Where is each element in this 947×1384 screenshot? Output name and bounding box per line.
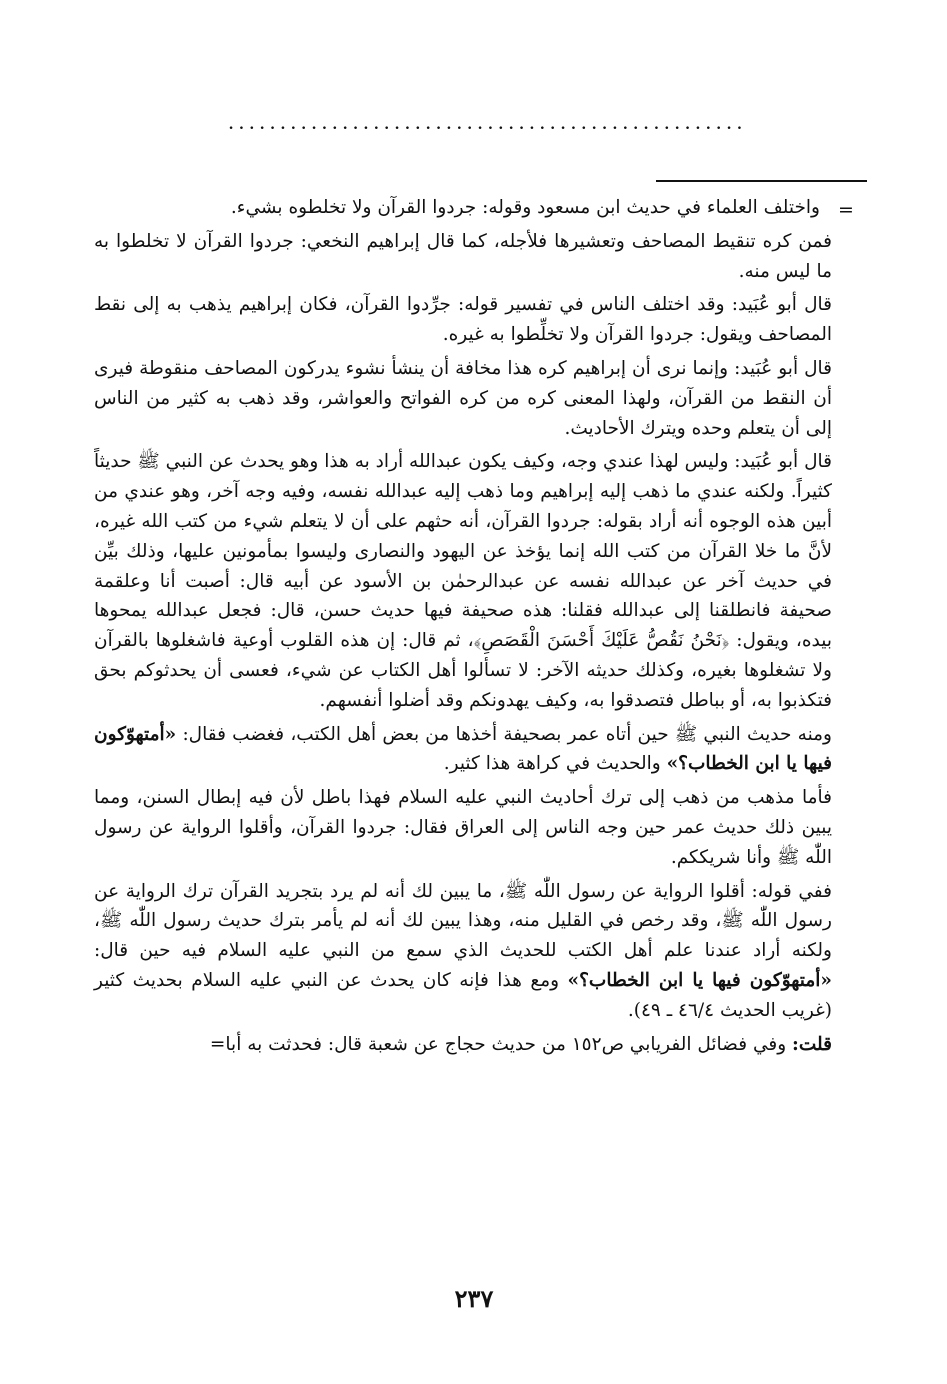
footnote-paragraph: قال أبو عُبَيد: وليس لهذا عندي وجه، وكيف يكون عبدالله أراد به هذا وهو يحدث عن النبي ﷺ حديثاً كثيراً. ولكنه عندي ما ذهب إليه إبراهيم وما ذهب إليه عبدالله نفسه، وفيه وجه آخر، وهو عندي من أبين هذه الوجوه أنه أراد بقوله: جردوا القرآن، أنه حثهم على أن لا يتعلم شيء من كتب الله غيره، لأنَّ ما خلا القرآن من كتب الله إنما يؤخذ عن اليهود والنصارى وليسوا بمأمونين عليها، وذلك بيِّن في حديث آخر عن عبدالله نفسه عن عبدالرحمٰن بن الأسود عن أبيه قال: أصبت أنا وعلقمة صحيفة فانطلقنا إلى عبدالله فقلنا: هذه صحيفة فيها حديث حسن، قال: فجعل عبدالله يمحوها بيده، ويقول: ﴿نَحْنُ نَقُصُّ عَلَيْكَ أَحْسَنَ الْقَصَصِ﴾، ثم قال: إن هذه القلوب أوعية فاشغلوها بالقرآن ولا تشغلوها بغيره، وكذلك حديثه الآخر: لا تسألوا أهل الكتاب عن شيء، فعسى أن يحدثوكم بحق فتكذبوا به، أو بباطل فتصدقوا به، وكيف يهدونكم وقد أضلوا أنفسهم. (94, 451, 832, 711)
continuation-mark: = (838, 199, 854, 221)
footnote-body (94, 193, 832, 1063)
footnote-paragraph: قال أبو عُبَيد: وإنما نرى أن إبراهيم كره هذا مخافة أن ينشأ نشوء يدركون المصاحف منقوطة فيرى أن النقط من القرآن، ولهذا المعنى كره من كره الفواتح والعواشر، وقد ذهب به كثير من الناس إلى أن يتعلم وحده ويترك الأحاديث. (94, 357, 832, 439)
footnote-paragraph: فأما مذهب من ذهب إلى ترك أحاديث النبي عليه السلام فهذا باطل لأن فيه إبطال السنن، ومما يبين ذلك حديث عمر حين وجه الناس إلى العراق فقال: جردوا القرآن، وأقلوا الرواية عن رسول اللّٰه ﷺ وأنا شريككم. (94, 787, 832, 868)
footnote-paragraph (94, 1030, 832, 1060)
text-run: ومنه حديث النبي ﷺ حين أتاه عمر بصحيفة أخذها من بعض أهل الكتب، فغضب فقال: (176, 723, 832, 745)
footnote-paragraph: قال أبو عُبَيد: وقد اختلف الناس في تفسير قوله: جرِّدوا القرآن، فكان إبراهيم يذهب به إلى نقط المصاحف ويقول: جردوا القرآن ولا تخلِّطوا به غيره. (94, 294, 832, 346)
footnote-paragraph: واختلف العلماء في حديث ابن مسعود وقوله: جردوا القرآن ولا تخلطوه بشيء. (230, 197, 820, 218)
text-run: ومع هذا فإنه كان يحدث عن النبي عليه السلام بحديث كثير (غريب الحديث ٤٦/٤ ـ ٤٩). (94, 969, 832, 1021)
page-number: ٢٣٧ (454, 1284, 494, 1313)
hadith-quote: «أمتهوّكون فيها يا ابن الخطاب؟» (567, 969, 832, 991)
footnote-paragraph: فمن كره تنقيط المصاحف وتعشيرها فلأجله، كما قال إبراهيم النخعي: جردوا القرآن لا تخلطوا به ما ليس منه. (94, 230, 832, 282)
footnote-paragraph (94, 720, 832, 780)
footnote-rule (656, 180, 867, 182)
separator-dotted-line: .................................................. (228, 118, 748, 132)
text-run: ففي قوله: أقلوا الرواية عن رسول اللّٰه ﷺ، ما يبين لك أنه لم يرد بتجريد القرآن ترك الرواية عن رسول اللّٰه ﷺ، وقد رخص في القليل منه، وهذا يبين لك أنه لم يأمر بترك حديث رسول اللّٰه ﷺ، ولكنه أراد عندنا علم أهل الكتب للحديث الذي سمع من النبي عليه السلام فيه حين قال: (94, 880, 832, 962)
text-run: والحديث في كراهة هذا كثير. (443, 753, 667, 775)
footnote-paragraph (94, 877, 832, 1026)
author-note-label: قلت: (792, 1033, 832, 1055)
hadith-quote: «أمتهوّكون فيها يا ابن الخطاب؟» (94, 723, 832, 775)
text-run: وفي فضائل الفريابي ص١٥٢ من حديث حجاج عن شعبة قال: فحدثت به أبا= (209, 1033, 793, 1055)
